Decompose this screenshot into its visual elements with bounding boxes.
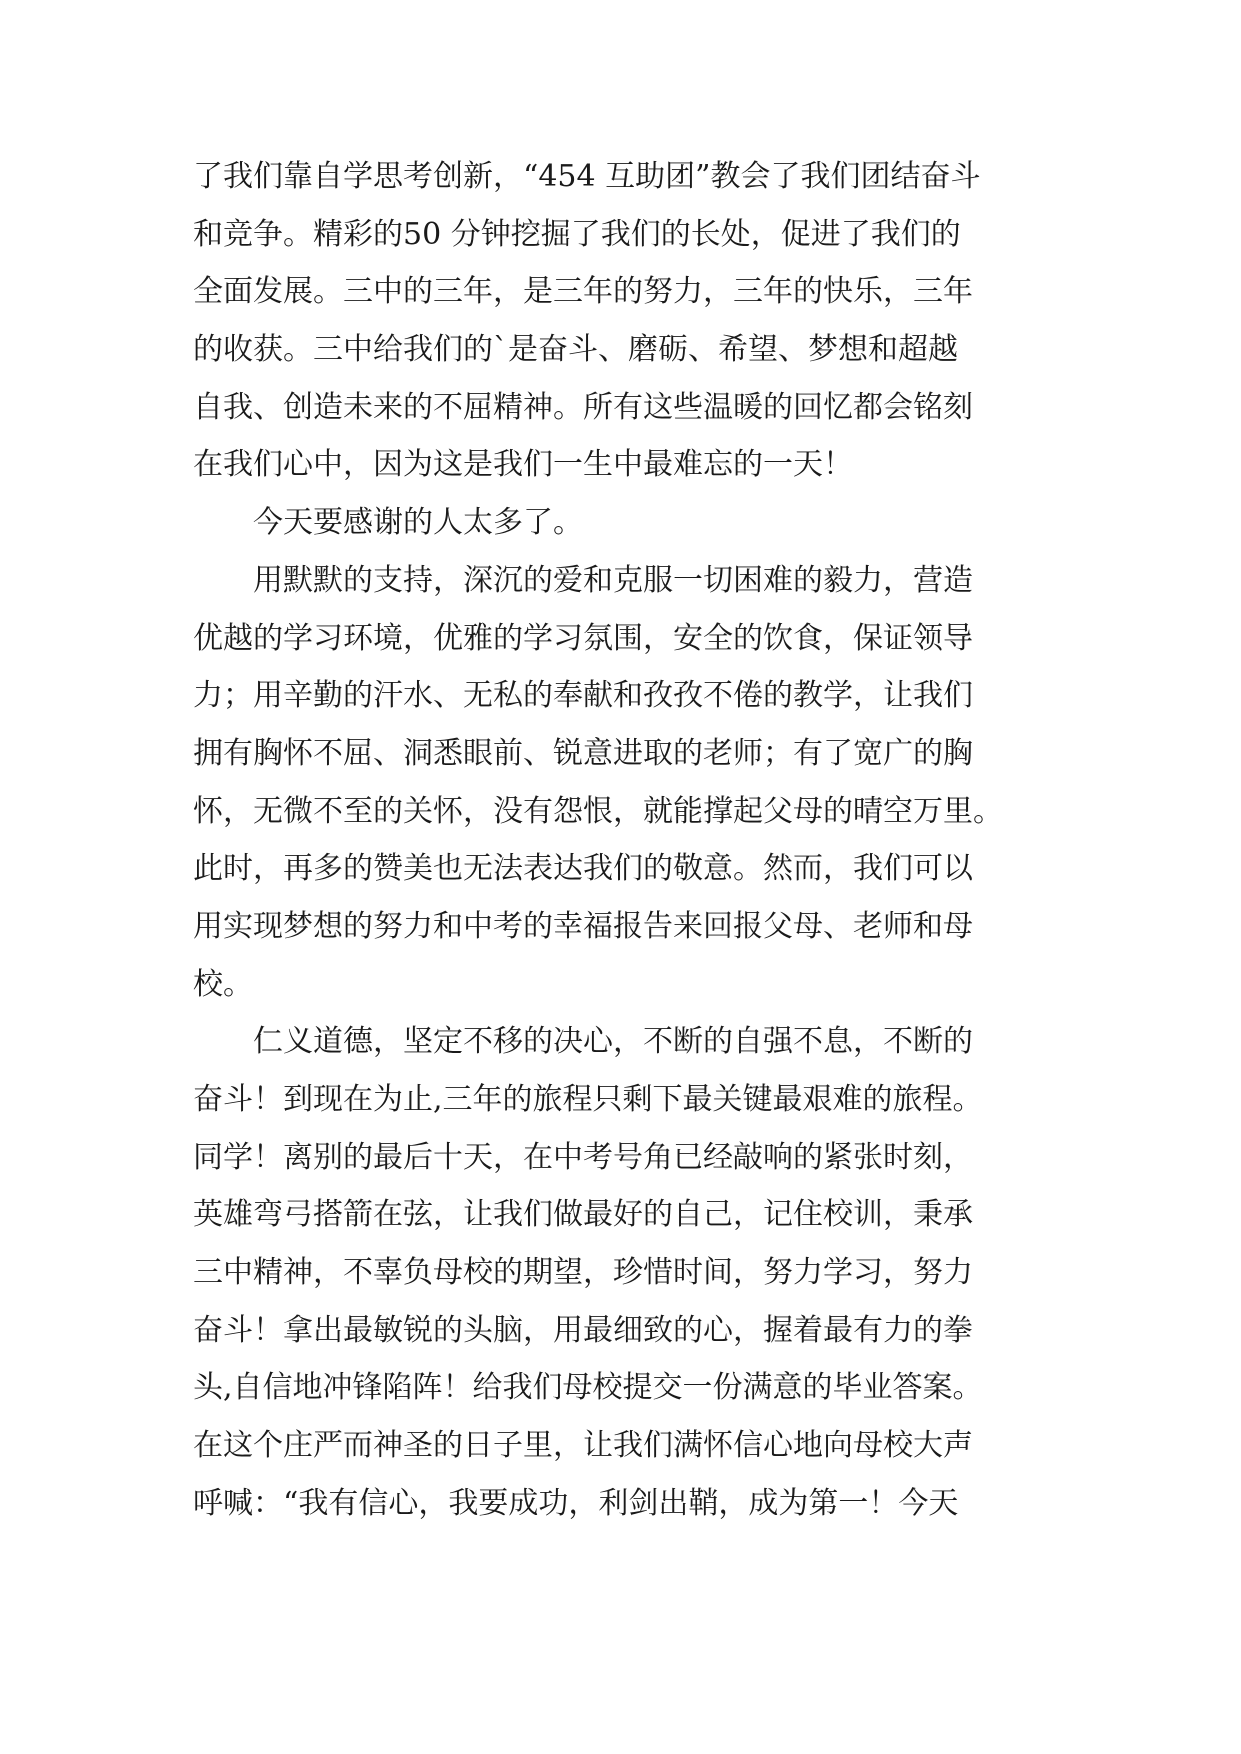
text-line: 仁义道德，坚定不移的决心，不断的自强不息，不断的	[193, 1024, 973, 1060]
text-line: 的收获。三中给我们的`是奋斗、磨砺、希望、梦想和超越	[193, 332, 958, 368]
text-line: 在我们心中，因为这是我们一生中最难忘的一天！	[193, 447, 853, 483]
text-line: 奋斗！到现在为止,三年的旅程只剩下最关键最艰难的旅程。	[193, 1082, 983, 1117]
text-line: 今天要感谢的人太多了。	[193, 505, 583, 541]
text-line: 三中精神，不辜负母校的期望，珍惜时间，努力学习，努力	[193, 1255, 973, 1291]
text-line: 了我们靠自学思考创新，“454 互助团”教会了我们团结奋斗	[193, 159, 981, 194]
text-line: 同学！离别的最后十天，在中考号角已经敲响的紧张时刻，	[193, 1139, 973, 1175]
text-line: 奋斗！拿出最敏锐的头脑，用最细致的心，握着最有力的拳	[193, 1312, 973, 1348]
text-line: 拥有胸怀不屈、洞悉眼前、锐意进取的老师；有了宽广的胸	[193, 735, 973, 771]
text-line: 呼喊：“我有信心，我要成功，利剑出鞘，成为第一！今天	[193, 1485, 959, 1521]
text-line: 全面发展。三中的三年，是三年的努力，三年的快乐，三年	[193, 274, 973, 310]
text-line: 用实现梦想的努力和中考的幸福报告来回报父母、老师和母	[193, 908, 973, 944]
text-line: 头,自信地冲锋陷阵！给我们母校提交一份满意的毕业答案。	[193, 1370, 983, 1406]
text-line: 自我、创造未来的不屈精神。所有这些温暖的回忆都会铭刻	[193, 389, 973, 425]
text-line: 校。	[193, 966, 253, 1002]
text-line: 在这个庄严而神圣的日子里，让我们满怀信心地向母校大声	[193, 1428, 973, 1464]
text-line: 和竞争。精彩的50 分钟挖掘了我们的长处，促进了我们的	[193, 216, 961, 252]
text-line: 用默默的支持，深沉的爱和克服一切困难的毅力，营造	[193, 562, 973, 598]
text-line: 力；用辛勤的汗水、无私的奉献和孜孜不倦的教学，让我们	[193, 678, 973, 714]
text-line: 怀，无微不至的关怀，没有怨恨，就能撑起父母的晴空万里。	[193, 793, 1003, 829]
body-text	[193, 158, 1063, 1543]
text-line: 优越的学习环境，优雅的学习氛围，安全的饮食，保证领导	[193, 620, 973, 656]
text-line: 此时，再多的赞美也无法表达我们的敬意。然而，我们可以	[193, 851, 973, 887]
text-line: 英雄弯弓搭箭在弦，让我们做最好的自己，记住校训，秉承	[193, 1197, 973, 1233]
